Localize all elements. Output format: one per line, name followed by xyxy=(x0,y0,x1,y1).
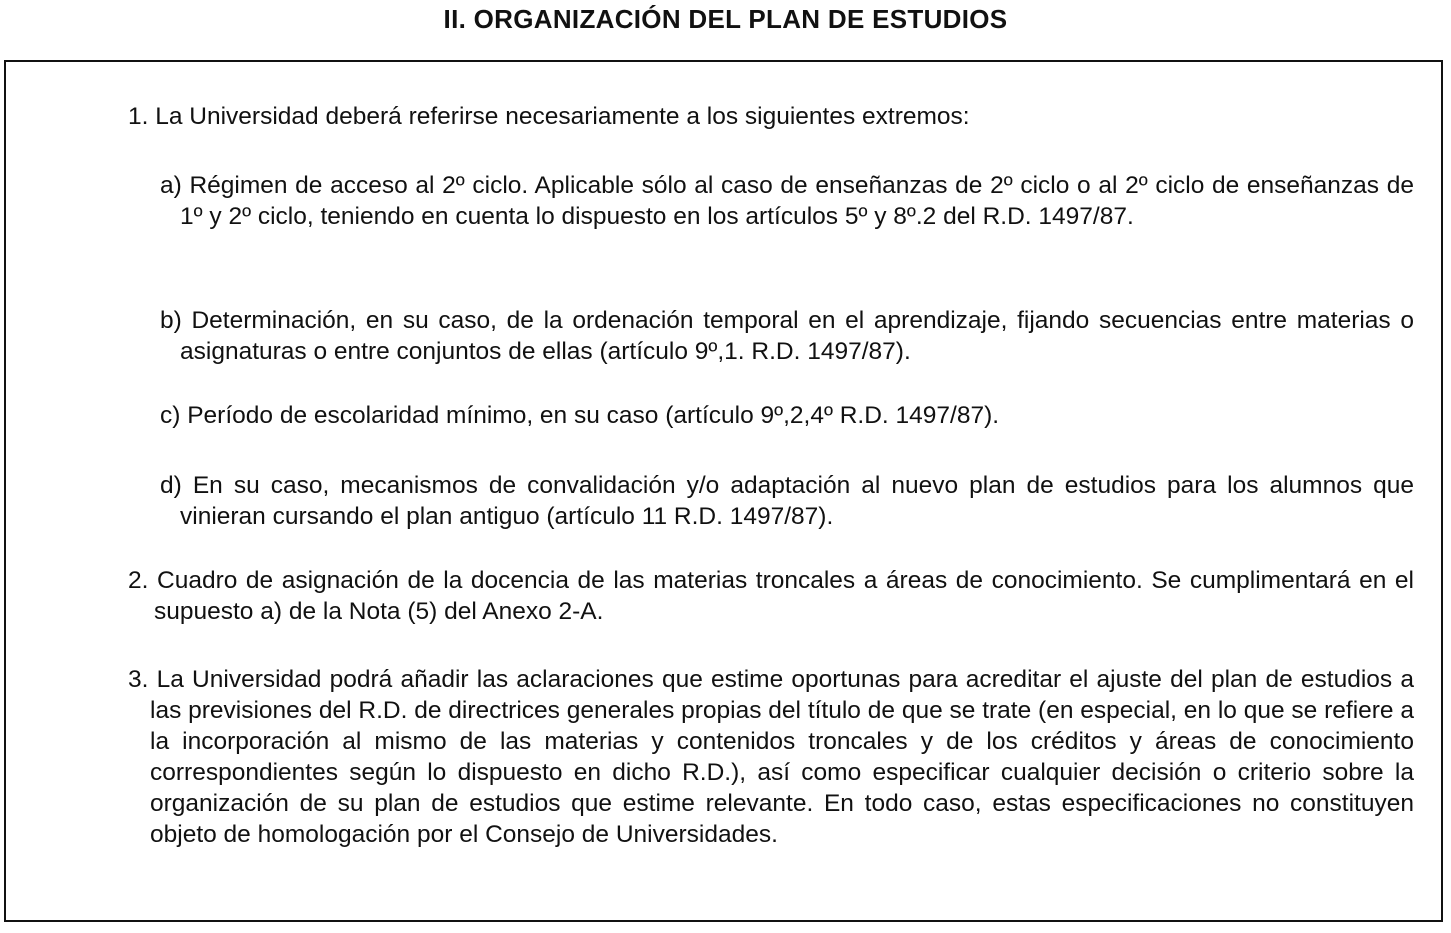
item-b: b) Determinación, en su caso, de la ordenación temporal en el aprendizaje, fijando secuencias entre materias o asignaturas o entre conjuntos de ellas (artículo 9º,1. R.D. 1497/87). xyxy=(160,307,1414,365)
page-title: II. ORGANIZACIÓN DEL PLAN DE ESTUDIOS xyxy=(443,4,1008,34)
item-c: c) Período de escolaridad mínimo, en su caso (artículo 9º,2,4º R.D. 1497/87). xyxy=(160,402,1000,429)
item-3: 3. La Universidad podrá añadir las aclaraciones que estime oportunas para acreditar el ajuste del plan de estudios a las previsiones del R.D. de directrices generales propias del título de que se trate (en especial, en lo que se refiere a la incorporación al mismo de las materias y contenidos troncales y de los créditos y áreas de conocimiento correspondientes según lo dispuesto en dicho R.D.), así como especificar cualquier decisión o criterio sobre la organización de su plan de estudios que estime relevante. En todo caso, estas especificaciones no constituyen objeto de homologación por el Consejo de Universidades. xyxy=(128,666,1414,848)
item-d: d) En su caso, mecanismos de convalidación y/o adaptación al nuevo plan de estudios para los alumnos que vinieran cursando el plan antiguo (artículo 11 R.D. 1497/87). xyxy=(160,472,1414,530)
item-1: 1. La Universidad deberá referirse necesariamente a los siguientes extremos: xyxy=(128,103,970,130)
item-2: 2. Cuadro de asignación de la docencia de las materias troncales a áreas de conocimiento. Se cumplimentará en el supuesto a) de la Nota (5) del Anexo 2-A. xyxy=(128,567,1414,625)
item-a: a) Régimen de acceso al 2º ciclo. Aplicable sólo al caso de enseñanzas de 2º ciclo o al 2º ciclo de enseñanzas de 1º y 2º ciclo, teniendo en cuenta lo dispuesto en los artículos 5º y 8º.2 del R.D. 1497/87. xyxy=(160,172,1414,230)
